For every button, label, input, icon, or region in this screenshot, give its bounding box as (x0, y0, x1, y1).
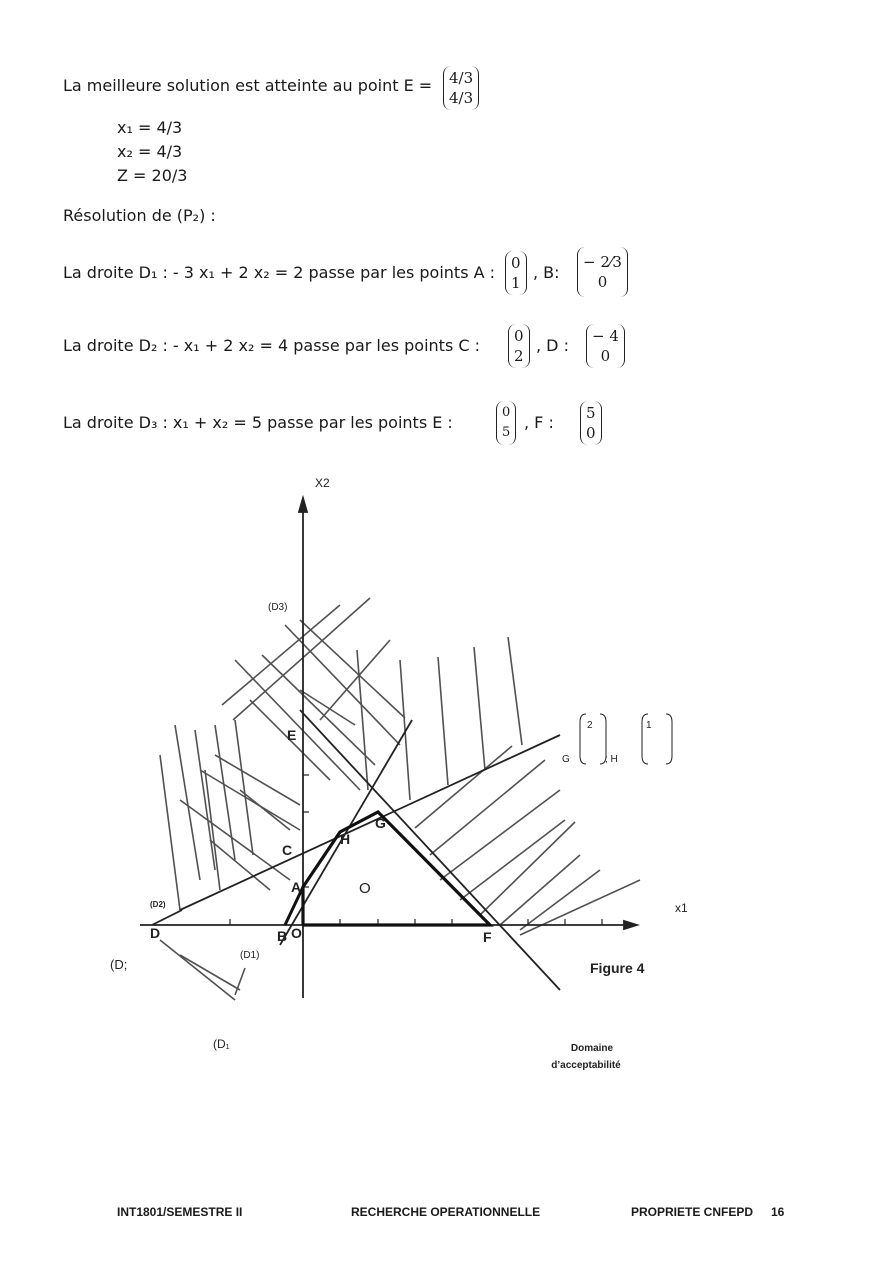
axes (140, 498, 637, 998)
d2-label: (D2) (150, 900, 166, 909)
d1-label: (D1) (240, 950, 260, 961)
H-vector-label: ; H (605, 754, 618, 765)
vector-bottom: 1 (511, 274, 521, 292)
x2-axis-label: X2 (315, 476, 330, 490)
label-pt-D: D (150, 925, 161, 941)
vector-bottom: 0 (600, 347, 611, 365)
label-pt-H: H (340, 831, 351, 847)
vector-bottom: 0 (586, 424, 596, 442)
G-vector-bracket-left (580, 714, 586, 764)
label-pt-A: A (291, 879, 302, 895)
footer-center: RECHERCHE OPERATIONNELLE (351, 1205, 541, 1219)
figure-caption: Figure 4 (590, 960, 645, 976)
domain-label-line1: Domaine (570, 1043, 614, 1054)
x2-axis-arrow (299, 498, 307, 512)
x1-value: x₁ = 4/3 (117, 118, 183, 137)
vector-top: − 2⁄3 (583, 253, 622, 271)
line-d3-sep: , F : (524, 413, 554, 432)
line-d2-extension (152, 910, 182, 925)
vector-top: 0 (511, 254, 521, 272)
resolution-title: Résolution de (P₂) : (63, 206, 216, 225)
vector-top: − 4 (592, 327, 619, 345)
vector-top: 0 (514, 327, 524, 345)
line-d1-text: La droite D₁ : - 3 x₁ + 2 x₂ = 2 passe par les points A : (63, 263, 496, 282)
page-number: 16 (771, 1205, 785, 1219)
footer-left: INT1801/SEMESTRE II (117, 1205, 243, 1219)
best-solution-text: La meilleure solution est atteinte au point E = (63, 76, 433, 95)
line-d1-sep: , B: (533, 263, 560, 282)
H-vector-bracket-right (666, 714, 672, 764)
label-pt-F: F (483, 929, 492, 945)
d-partial-label: (D; (110, 957, 128, 972)
vector-top: 4/3 (449, 69, 474, 87)
domain-marker-O: O (359, 880, 371, 897)
d3-label: (D3) (268, 602, 288, 613)
domain-label-line2: d’acceptabilité (551, 1060, 621, 1071)
footer-right: PROPRIETE CNFEPD (631, 1205, 754, 1219)
line-d3-text: La droite D₃ : x₁ + x₂ = 5 passe par les points E : (63, 413, 453, 432)
label-pt-O: O (291, 925, 302, 941)
G-vector-top: 2 (587, 720, 593, 731)
point-labels (150, 727, 492, 945)
d1-partial-label: (D₁ (213, 1037, 230, 1051)
label-pt-E: E (287, 727, 297, 743)
vector-top: 5 (586, 404, 596, 422)
label-pt-G: G (375, 815, 386, 831)
label-pt-B: B (277, 928, 288, 944)
x1-axis-arrow (624, 921, 637, 929)
label-pt-C: C (282, 842, 293, 858)
H-vector-top: 1 (646, 720, 652, 731)
x2-value: x₂ = 4/3 (117, 142, 183, 161)
hatching (160, 598, 640, 1000)
vector-bottom: 5 (502, 425, 511, 440)
z-value: Z = 20/3 (117, 166, 188, 185)
line-d2-sep: , D : (536, 336, 569, 355)
line-d2-text: La droite D₂ : - x₁ + 2 x₂ = 4 passe par les points C : (63, 336, 481, 355)
vector-bottom: 4/3 (449, 89, 474, 107)
vector-bottom: 2 (514, 347, 524, 365)
vector-top: 0 (502, 405, 511, 420)
x1-axis-label: x1 (675, 901, 688, 915)
vector-bottom: 0 (597, 273, 608, 291)
constraint-lines (152, 710, 560, 990)
G-vector-label: G (562, 754, 570, 765)
